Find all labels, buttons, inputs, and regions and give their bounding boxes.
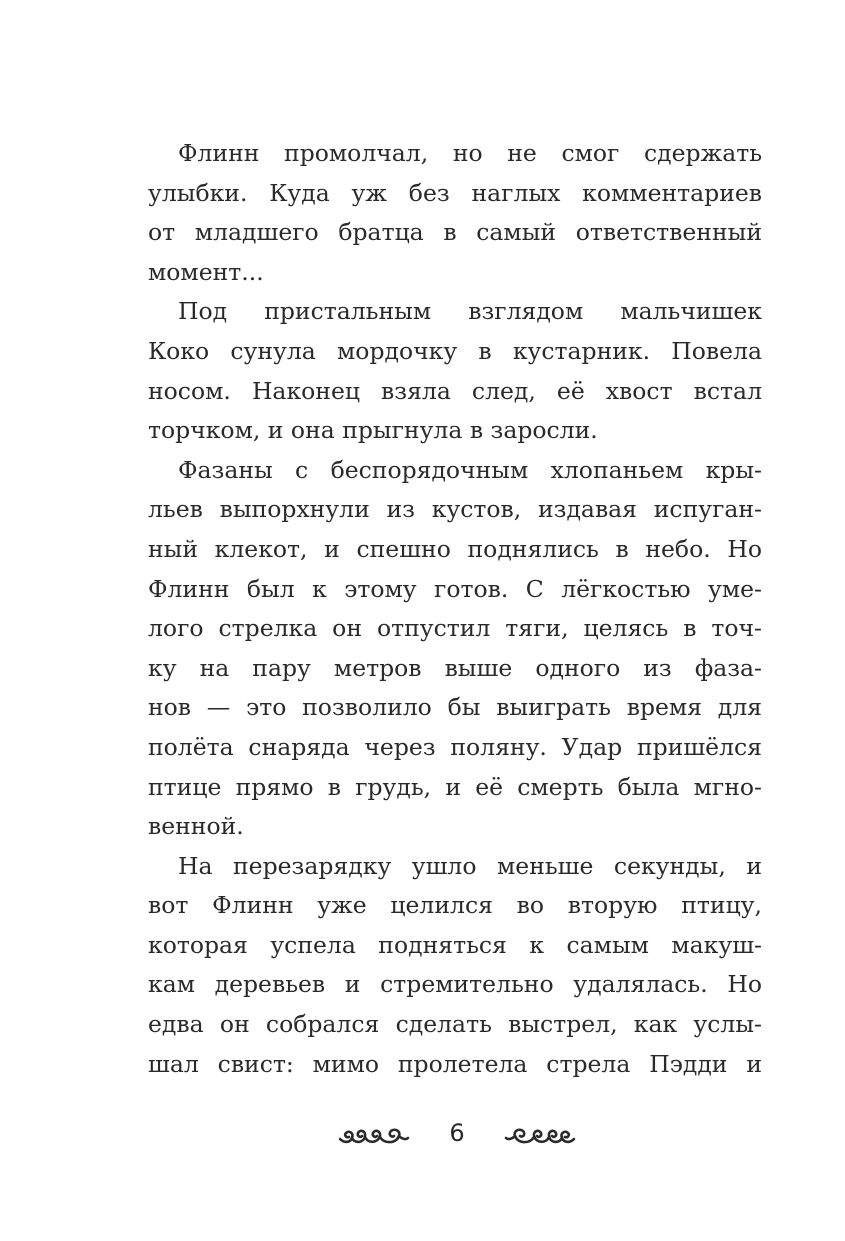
paragraph <box>148 847 762 1085</box>
text-line: носом. Наконец взяла след, её хвост встал <box>148 376 762 405</box>
text-line: На перезарядку ушло меньше секунды, и <box>178 851 762 880</box>
text-line: птице прямо в грудь, и её смерть была мгно- <box>148 772 762 801</box>
text-line: которая успела подняться к самым макуш- <box>148 930 762 959</box>
text-line: ный клекот, и спешно поднялись в небо. Но <box>148 534 762 563</box>
text-line: вот Флинн уже целился во вторую птицу, <box>148 891 762 920</box>
text-line: торчком, и она прыгнула в заросли. <box>148 416 598 445</box>
text-line: нов — это позволило бы выиграть время для <box>148 693 762 722</box>
text-line: шал свист: мимо пролетела стрела Пэдди и <box>148 1049 762 1078</box>
text-line: полёта снаряда через поляну. Удар пришёлся <box>148 732 762 761</box>
text-line: кам деревьев и стремительно удалялась. Но <box>148 970 762 999</box>
text-line: Флинн был к этому готов. С лёгкостью уме- <box>148 574 762 603</box>
text-line: льев выпорхнули из кустов, издавая испуган- <box>148 495 762 524</box>
swirl-ornament-icon <box>338 1123 410 1147</box>
body-text <box>148 134 762 1084</box>
text-line: Фазаны с беспорядочным хлопаньем кры- <box>178 455 762 484</box>
text-line: улыбки. Куда уж без наглых комментариев <box>148 178 762 207</box>
page-number: 6 <box>449 1119 465 1147</box>
text-line: ку на пару метров выше одного из фаза- <box>148 653 762 682</box>
text-line: венной. <box>148 812 244 841</box>
text-line: Под пристальным взглядом мальчишек <box>178 297 762 326</box>
page-footer <box>0 1115 845 1151</box>
text-line: едва он собрался сделать выстрел, как услы- <box>148 1010 762 1039</box>
text-line: от младшего братца в самый ответственный <box>148 218 762 247</box>
text-line: лого стрелка он отпустил тяги, целясь в точ- <box>148 614 762 643</box>
swirl-ornament-icon <box>504 1123 576 1147</box>
text-line: Коко сунула мордочку в кустарник. Повела <box>148 336 762 365</box>
paragraph <box>148 451 762 847</box>
paragraph <box>148 292 762 450</box>
paragraph <box>148 134 762 292</box>
text-line: момент... <box>148 257 264 286</box>
text-line: Флинн промолчал, но не смог сдержать <box>178 139 762 167</box>
